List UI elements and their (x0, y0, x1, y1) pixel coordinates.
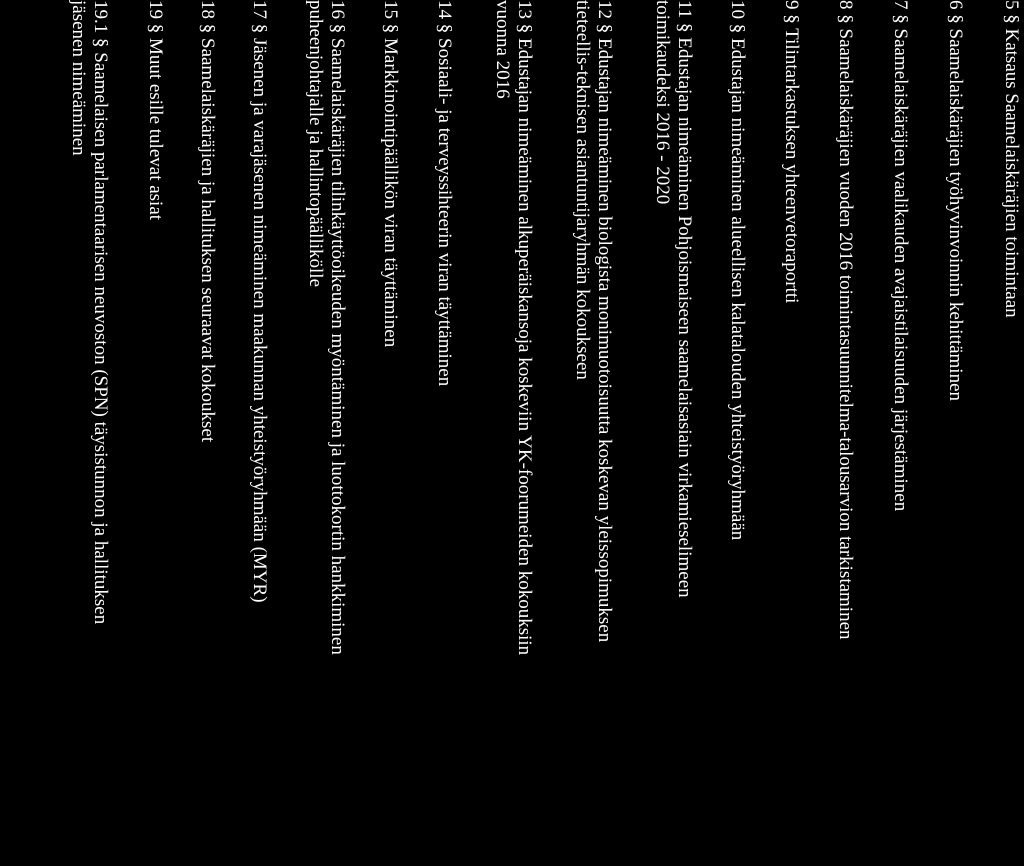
agenda-item-14: 14 § Sosiaali- ja terveyssihteerin viran täyttäminen (434, 0, 455, 387)
agenda-item-13: 13 § Edustajan nimeäminen alkuperäiskansoja koskeviin YK-foorumeiden kokouksiin vuonna 2016 (492, 0, 535, 656)
agenda-item-16: 16 § Saamelaiskäräjien tilinkäyttöoikeuden myöntäminen ja luottokortin hankkiminen puheenjohtajalle ja hallintopäällikölle (305, 0, 348, 655)
agenda-item-19: 19 § Muut esille tulevat asiat (145, 0, 166, 221)
agenda-item-18: 18 § Saamelaiskäräjien ja hallituksen seuraavat kokoukset (197, 0, 218, 443)
agenda-item-6: 6 § Saamelaiskäräjien työhyvinvoinnin kehittäminen (945, 0, 966, 402)
agenda-item-10: 10 § Edustajan nimeäminen alueellisen kalatalouden yhteistyöryhmään (727, 0, 748, 541)
agenda-item-19-1: 19.1 § Saamelaisen parlamentaarisen neuvoston (SPN) täysistunnon ja hallituksen jäsenen nimeäminen (68, 0, 111, 625)
agenda-item-15: 15 § Markkinointipäällikön viran täyttäminen (380, 0, 401, 348)
agenda-item-9: 9 § Tilintarkastuksen yhteenvetoraportti (781, 0, 802, 304)
agenda-item-7: 7 § Saamelaiskäräjien vaalikauden avajaistilaisuuden järjestäminen (890, 0, 911, 512)
agenda-item-12: 12 § Edustajan nimeäminen biologista monimuotoisuutta koskevan yleissopimuksen tieteellis-teknisen asiantuntijaryhmän kokoukseen (572, 0, 615, 643)
agenda-item-11: 11 § Edustajan nimeäminen Pohjoismaiseen saamelaisasiain virkamieselimeen toimikaudeksi 2016 - 2020 (652, 0, 695, 598)
agenda-item-8: 8 § Saamelaiskäräjien vuoden 2016 toimintasuunnitelma-talousarvion tarkistaminen (835, 0, 856, 640)
agenda-item-5: 5 § Katsaus Saamelaiskäräjien toimintaan (1001, 0, 1022, 318)
agenda-item-17: 17 § Jäsenen ja varajäsenen nimeäminen maakunnan yhteistyöryhmään (MYR) (249, 0, 270, 603)
